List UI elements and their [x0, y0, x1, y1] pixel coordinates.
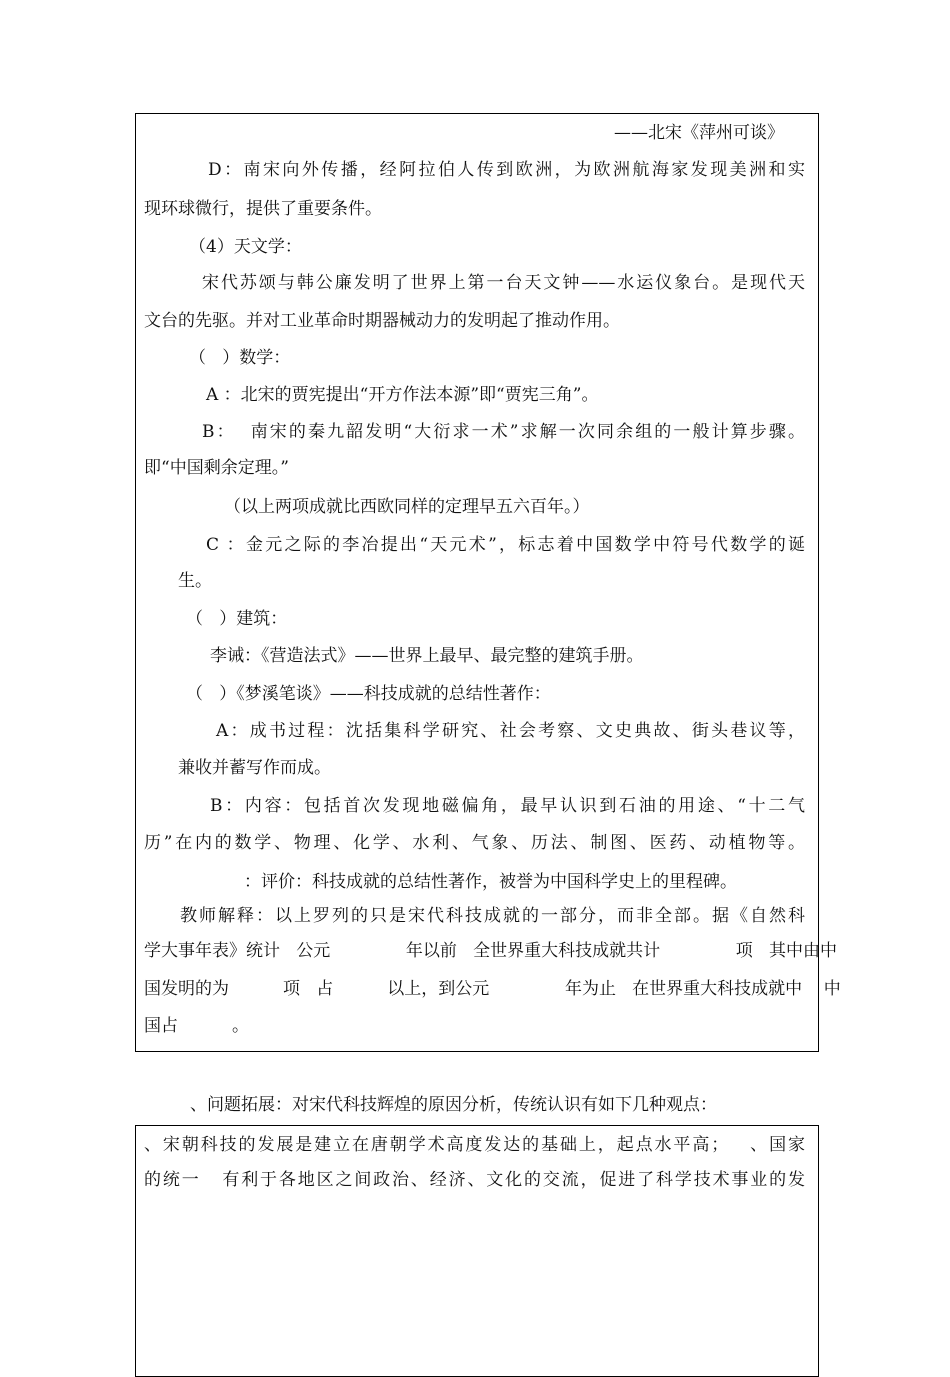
paragraph-line: 学大事年表》统计 公元 年以前 全世界重大科技成就共计 项 其中由中 [144, 941, 837, 961]
paragraph-line: A：成书过程：沈括集科学研究、社会考察、文史典故、街头巷议等， [216, 721, 805, 741]
paragraph-line: 宋代苏颂与韩公廉发明了世界上第一台天文钟——水运仪象台。是现代天 [202, 273, 805, 293]
section-heading-astronomy: （4）天文学： [189, 237, 302, 257]
paragraph-line: A ：北宋的贾宪提出“开方作法本源”即“贾宪三角”。 [206, 385, 599, 405]
paragraph-line: 兼收并蓄写作而成。 [178, 758, 331, 778]
paragraph-line: 教师解释：以上罗列的只是宋代科技成就的一部分，而非全部。据《自然科 [180, 906, 805, 926]
section-heading-extension: 、问题拓展：对宋代科技辉煌的原因分析，传统认识有如下几种观点： [190, 1095, 717, 1115]
paragraph-line: 现环球微行，提供了重要条件。 [144, 199, 382, 219]
content-table-cell [135, 113, 841, 1052]
paragraph-line: B： 南宋的秦九韶发明“大衍求一术”求解一次同余组的一般计算步骤。 [202, 422, 805, 442]
section-heading-math: （ ）数学： [189, 348, 291, 368]
section-heading-architecture: （ ）建筑： [186, 609, 288, 629]
note-line: （以上两项成就比西欧同样的定理早五六百年。） [224, 497, 590, 517]
paragraph-line: B：内容：包括首次发现地磁偏角，最早认识到石油的用途、“十二气 [210, 796, 805, 816]
section-heading-mengxi: （ ）《梦溪笔谈》——科技成就的总结性著作： [186, 684, 551, 704]
paragraph-line: C ：金元之际的李冶提出“天元术”，标志着中国数学中符号代数学的诞 [206, 535, 805, 555]
paragraph-line: 文台的先驱。并对工业革命时期器械动力的发明起了推动作用。 [144, 311, 620, 331]
paragraph-line: 生。 [178, 571, 212, 591]
paragraph-line: 李诫：《营造法式》——世界上最早、最完整的建筑手册。 [210, 646, 644, 666]
paragraph-line: 国发明的为 项 占 以上，到公元 年为止 在世界重大科技成就中 中 [144, 979, 841, 999]
paragraph-line: 、宋朝科技的发展是建立在唐朝学术高度发达的基础上，起点水平高； 、国家 [144, 1135, 805, 1155]
content-table-cell [135, 1125, 819, 1377]
paragraph-line: 的统一 有利于各地区之间政治、经济、文化的交流，促进了科学技术事业的发 [144, 1170, 805, 1190]
paragraph-line: 国占 。 [144, 1016, 250, 1036]
paragraph-line: ：评价：科技成就的总结性著作，被誉为中国科学史上的里程碑。 [244, 872, 737, 892]
paragraph-line: D：南宋向外传播，经阿拉伯人传到欧洲，为欧洲航海家发现美洲和实 [208, 160, 805, 180]
quote-source: ——北宋《萍州可谈》 [614, 123, 784, 143]
paragraph-line: 即“中国剩余定理。” [144, 458, 289, 478]
paragraph-line: 历”在内的数学、物理、化学、水利、气象、历法、制图、医药、动植物等。 [144, 833, 805, 853]
